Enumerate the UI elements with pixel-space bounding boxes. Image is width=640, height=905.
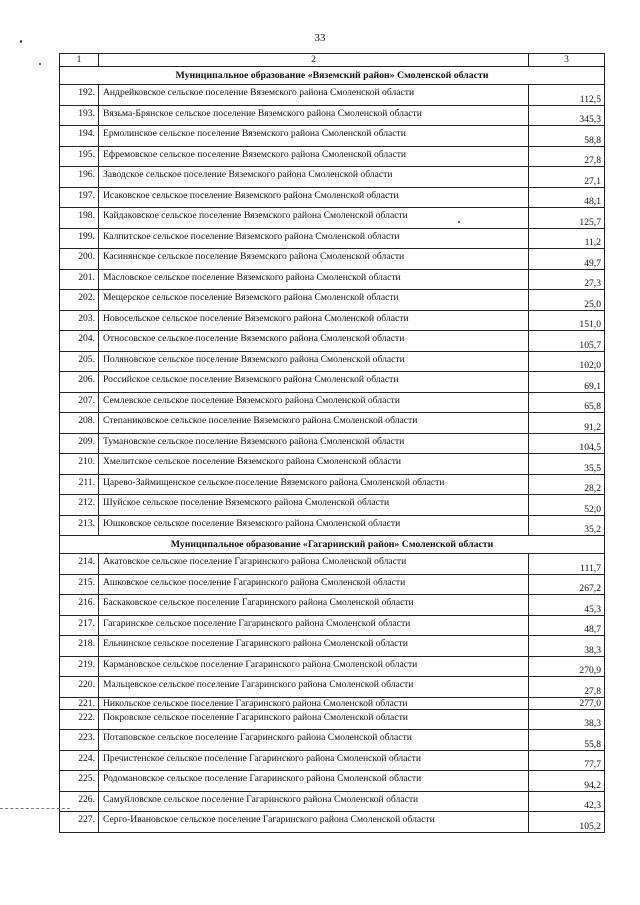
allocation-value: 102,0 [529, 351, 605, 372]
settlement-name: Мещерское сельское поселение Вяземского района Смоленской области [99, 290, 529, 311]
section-header-row [60, 67, 605, 85]
table-row [60, 433, 605, 454]
row-number: 195. [60, 146, 99, 167]
allocation-value: 35,5 [529, 454, 605, 475]
column-header-row [60, 54, 605, 67]
allocation-table [59, 53, 605, 833]
settlement-name: Мальцевское сельское поселение Гагаринского района Смоленской области [99, 677, 529, 698]
row-number: 219. [60, 656, 99, 677]
settlement-name: Степаниковское сельское поселение Вяземского района Смоленской области [99, 413, 529, 434]
settlement-name: Царево-Займищенское сельское поселение Вяземского района Смоленской области [99, 474, 529, 495]
table-row [60, 228, 605, 249]
settlement-name: Ельнинское сельское поселение Гагаринского района Смоленской области [99, 636, 529, 657]
allocation-value: 27,8 [529, 677, 605, 698]
row-number: 192. [60, 85, 99, 106]
settlement-name: Родомановское сельское поселение Гагаринского района Смоленской области [99, 771, 529, 792]
allocation-value: 58,8 [529, 126, 605, 147]
column-header-2: 2 [99, 54, 529, 67]
table-row [60, 126, 605, 147]
scan-line [0, 808, 70, 809]
column-header-1: 1 [60, 54, 99, 67]
table-row [60, 187, 605, 208]
allocation-value: 45,3 [529, 595, 605, 616]
section-title: Муниципальное образование «Вяземский район» Смоленской области [60, 67, 605, 85]
settlement-name: Относовское сельское поселение Вяземского района Смоленской области [99, 331, 529, 352]
table-row [60, 697, 605, 709]
settlement-name: Новосельское сельское поселение Вяземского района Смоленской области [99, 310, 529, 331]
settlement-name: Заводское сельское поселение Вяземского района Смоленской области [99, 167, 529, 188]
table-row [60, 310, 605, 331]
row-number: 199. [60, 228, 99, 249]
row-number: 209. [60, 433, 99, 454]
row-number: 218. [60, 636, 99, 657]
settlement-name: Хмелитское сельское поселение Вяземского района Смоленской области [99, 454, 529, 475]
table-row [60, 372, 605, 393]
row-number: 223. [60, 730, 99, 751]
allocation-value: 69,1 [529, 372, 605, 393]
settlement-name: Баскаковское сельское поселение Гагаринского района Смоленской области [99, 595, 529, 616]
row-number: 217. [60, 615, 99, 636]
row-number: 198. [60, 208, 99, 229]
allocation-value: 42,3 [529, 791, 605, 812]
allocation-value: 94,2 [529, 771, 605, 792]
allocation-value: 48,1 [529, 187, 605, 208]
table-row [60, 167, 605, 188]
row-number: 193. [60, 105, 99, 126]
table-row [60, 515, 605, 536]
settlement-name: Масловское сельское поселение Вяземского района Смоленской области [99, 269, 529, 290]
row-number: 203. [60, 310, 99, 331]
row-number: 196. [60, 167, 99, 188]
row-number: 206. [60, 372, 99, 393]
allocation-value: 11,2 [529, 228, 605, 249]
settlement-name: Ермолинское сельское поселение Вяземского района Смоленской области [99, 126, 529, 147]
row-number: 227. [60, 812, 99, 833]
section-title: Муниципальное образование «Гагаринский район» Смоленской области [60, 536, 605, 554]
row-number: 226. [60, 791, 99, 812]
allocation-value: 125,7 [529, 208, 605, 229]
table-row [60, 656, 605, 677]
row-number: 213. [60, 515, 99, 536]
settlement-name: Кайдаковское сельское поселение Вяземского района Смоленской области [99, 208, 529, 229]
allocation-value: 104,5 [529, 433, 605, 454]
row-number: 201. [60, 269, 99, 290]
settlement-name: Пречистенское сельское поселение Гагаринского района Смоленской области [99, 750, 529, 771]
table-row [60, 709, 605, 730]
table-row [60, 595, 605, 616]
row-number: 215. [60, 574, 99, 595]
table-body [60, 54, 605, 833]
settlement-name: Тумановское сельское поселение Вяземского района Смоленской области [99, 433, 529, 454]
settlement-name: Андрейковское сельское поселение Вяземского района Смоленской области [99, 85, 529, 106]
allocation-value: 270,9 [529, 656, 605, 677]
allocation-value: 28,2 [529, 474, 605, 495]
settlement-name: Российское сельское поселение Вяземского района Смоленской области [99, 372, 529, 393]
table-row [60, 730, 605, 751]
scan-dot [20, 40, 22, 43]
table-row [60, 269, 605, 290]
settlement-name: Калпитское сельское поселение Вяземского района Смоленской области [99, 228, 529, 249]
table-row [60, 750, 605, 771]
table-row [60, 331, 605, 352]
table-row [60, 474, 605, 495]
table-row [60, 85, 605, 106]
table-row [60, 392, 605, 413]
row-number: 212. [60, 495, 99, 516]
allocation-value: 91,2 [529, 413, 605, 434]
settlement-name: Кармановское сельское поселение Гагаринского района Смоленской области [99, 656, 529, 677]
settlement-name: Вязьма-Брянское сельское поселение Вяземского района Смоленской области [99, 105, 529, 126]
scan-dot [39, 63, 41, 65]
allocation-value: 49,7 [529, 249, 605, 270]
settlement-name: Потаповское сельское поселение Гагаринского района Смоленской области [99, 730, 529, 751]
page-number: 33 [314, 32, 326, 44]
allocation-value: 151,0 [529, 310, 605, 331]
column-header-3: 3 [529, 54, 605, 67]
allocation-value: 35,2 [529, 515, 605, 536]
table-row [60, 574, 605, 595]
row-number: 214. [60, 554, 99, 575]
allocation-value: 267,2 [529, 574, 605, 595]
table-row [60, 146, 605, 167]
allocation-value: 105,7 [529, 331, 605, 352]
row-number: 197. [60, 187, 99, 208]
allocation-value: 105,2 [529, 812, 605, 833]
row-number: 221. [60, 697, 99, 709]
table-row [60, 290, 605, 311]
allocation-value: 27,3 [529, 269, 605, 290]
row-number: 207. [60, 392, 99, 413]
table-row [60, 249, 605, 270]
table-row [60, 554, 605, 575]
row-number: 216. [60, 595, 99, 616]
settlement-name: Гагаринское сельское поселение Гагаринского района Смоленской области [99, 615, 529, 636]
row-number: 204. [60, 331, 99, 352]
table-row [60, 495, 605, 516]
settlement-name: Поляновское сельское поселение Вяземского района Смоленской области [99, 351, 529, 372]
allocation-value: 48,7 [529, 615, 605, 636]
table-row [60, 351, 605, 372]
allocation-value: 111,7 [529, 554, 605, 575]
settlement-name: Никольское сельское поселение Гагаринского района Смоленской области [99, 697, 529, 709]
table-row [60, 615, 605, 636]
table-row [60, 454, 605, 475]
row-number: 225. [60, 771, 99, 792]
row-number: 224. [60, 750, 99, 771]
settlement-name: Серго-Ивановское сельское поселение Гагаринского района Смоленской области [99, 812, 529, 833]
row-number: 202. [60, 290, 99, 311]
allocation-value: 52,0 [529, 495, 605, 516]
allocation-value: 77,7 [529, 750, 605, 771]
table-row [60, 771, 605, 792]
allocation-value: 345,3 [529, 105, 605, 126]
settlement-name: Шуйское сельское поселение Вяземского района Смоленской области [99, 495, 529, 516]
row-number: 210. [60, 454, 99, 475]
row-number: 222. [60, 709, 99, 730]
allocation-value: 38,3 [529, 709, 605, 730]
table-row [60, 636, 605, 657]
allocation-value: 65,8 [529, 392, 605, 413]
allocation-value: 27,1 [529, 167, 605, 188]
allocation-value: 27,8 [529, 146, 605, 167]
table-row [60, 677, 605, 698]
table-row [60, 208, 605, 229]
section-header-row [60, 536, 605, 554]
settlement-name: Касинянское сельское поселение Вяземского района Смоленской области [99, 249, 529, 270]
settlement-name: Юшковское сельское поселение Вяземского района Смоленской области [99, 515, 529, 536]
row-number: 194. [60, 126, 99, 147]
row-number: 205. [60, 351, 99, 372]
table-row [60, 812, 605, 833]
row-number: 220. [60, 677, 99, 698]
settlement-name: Акатовское сельское поселение Гагаринского района Смоленской области [99, 554, 529, 575]
table-row [60, 791, 605, 812]
allocation-value: 25,0 [529, 290, 605, 311]
allocation-value: 55,8 [529, 730, 605, 751]
allocation-value: 112,5 [529, 85, 605, 106]
table-row [60, 105, 605, 126]
allocation-value: 277,0 [529, 697, 605, 709]
settlement-name: Семлевское сельское поселение Вяземского района Смоленской области [99, 392, 529, 413]
row-number: 208. [60, 413, 99, 434]
settlement-name: Ефремовское сельское поселение Вяземского района Смоленской области [99, 146, 529, 167]
scan-dot [458, 221, 460, 223]
row-number: 200. [60, 249, 99, 270]
settlement-name: Исаковское сельское поселение Вяземского района Смоленской области [99, 187, 529, 208]
settlement-name: Ашковское сельское поселение Гагаринского района Смоленской области [99, 574, 529, 595]
row-number: 211. [60, 474, 99, 495]
settlement-name: Покровское сельское поселение Гагаринского района Смоленской области [99, 709, 529, 730]
allocation-value: 38,3 [529, 636, 605, 657]
settlement-name: Самуйловское сельское поселение Гагаринского района Смоленской области [99, 791, 529, 812]
table-row [60, 413, 605, 434]
